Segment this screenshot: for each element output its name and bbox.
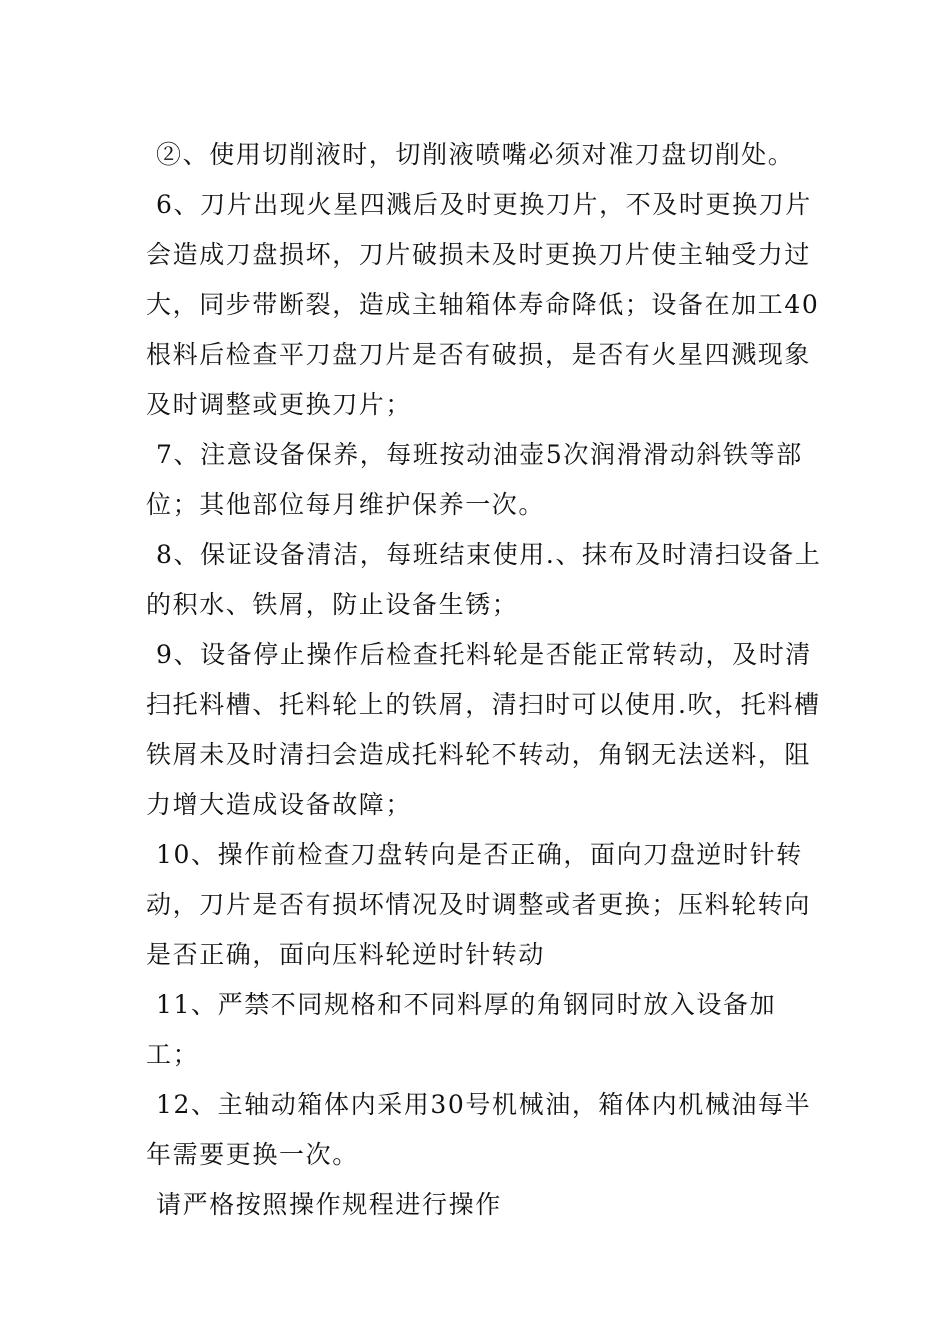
paragraph-item-7: 7、注意设备保养，每班按动油壶5次润滑滑动斜铁等部位；其他部位每月维护保养一次。	[146, 440, 803, 519]
document-body	[146, 130, 822, 1230]
paragraph-cutting-fluid: ②、使用切削液时，切削液喷嘴必须对准刀盘切削处。	[156, 140, 795, 169]
paragraph-item-8: 8、保证设备清洁，每班结束使用.、抹布及时清扫设备上的积水、铁屑，防止设备生锈；	[146, 540, 822, 619]
paragraph-closing-note: 请严格按照操作规程进行操作	[156, 1190, 502, 1219]
paragraph-item-10: 10、操作前检查刀盘转向是否正确，面向刀盘逆时针转动，刀片是否有损坏情况及时调整或者更换；压料轮转向是否正确，面向压料轮逆时针转动	[146, 840, 812, 969]
paragraph-item-11: 11、严禁不同规格和不同料厚的角钢同时放入设备加工；	[146, 990, 777, 1069]
paragraph-item-6: 6、刀片出现火星四溅后及时更换刀片，不及时更换刀片会造成刀盘损坏，刀片破损未及时更换刀片使主轴受力过大，同步带断裂，造成主轴箱体寿命降低；设备在加工40根料后检查平刀盘刀片是否有破损，是否有火星四溅现象及时调整或更换刀片；	[146, 190, 820, 419]
paragraph-item-12: 12、主轴动箱体内采用30号机械油，箱体内机械油每半年需要更换一次。	[146, 1090, 812, 1169]
paragraph-item-9: 9、设备停止操作后检查托料轮是否能正常转动，及时清扫托料槽、托料轮上的铁屑，清扫时可以使用.吹，托料槽铁屑未及时清扫会造成托料轮不转动，角钢无法送料，阻力增大造成设备故障；	[146, 640, 821, 819]
